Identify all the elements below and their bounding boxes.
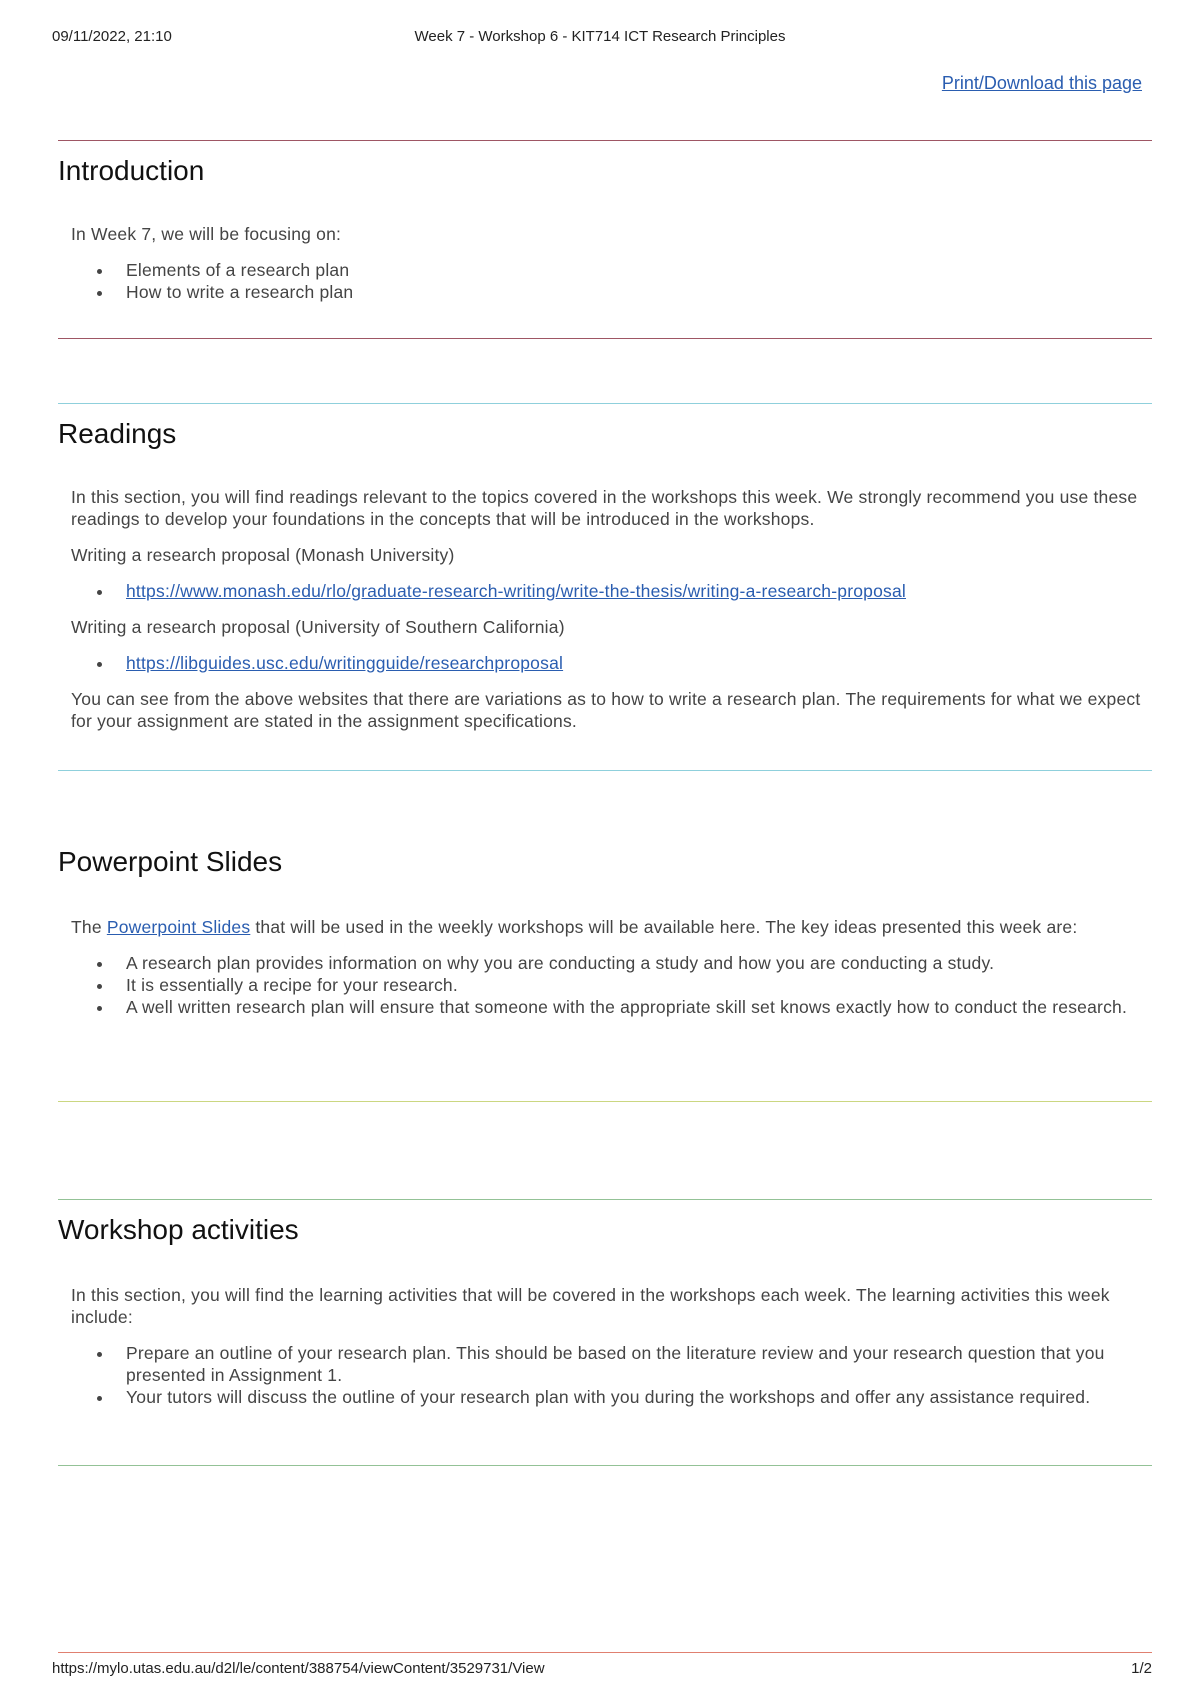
usc-link-list: [71, 652, 1152, 674]
print-page-title: Week 7 - Workshop 6 - KIT714 ICT Research Principles: [414, 28, 786, 45]
workshop-intro: In this section, you will find the learning activities that will be covered in the workshops each week. The learning activities this week include:: [71, 1285, 1110, 1327]
list-item: • A research plan provides information on why you are conducting a study and how you are conducting a study.: [114, 952, 1152, 974]
introduction-list: [71, 259, 1152, 303]
introduction-heading: Introduction: [58, 155, 205, 186]
print-header: [52, 28, 1148, 48]
monash-source-label: Writing a research proposal (Monash University): [71, 545, 455, 565]
print-page-number: 1/2: [1131, 1660, 1152, 1677]
slides-intro: [71, 916, 1152, 938]
workshop-activities-heading: Workshop activities: [58, 1214, 299, 1245]
readings-heading: Readings: [58, 418, 177, 449]
powerpoint-slides-heading: Powerpoint Slides: [58, 846, 283, 877]
powerpoint-slides-body: [71, 916, 1152, 1032]
introduction-body: [71, 223, 1152, 317]
list-item: • It is essentially a recipe for your research.: [114, 974, 1152, 996]
powerpoint-slides-link[interactable]: Powerpoint Slides: [106, 917, 251, 937]
workshop-activities-body: [71, 1284, 1152, 1422]
workshop-activities-section: [58, 1199, 1152, 1466]
print-timestamp: 09/11/2022, 21:10: [52, 28, 172, 45]
list-item: [114, 652, 1152, 674]
print-footer-url: https://mylo.utas.edu.au/d2l/le/content/388754/viewContent/3529731/View: [52, 1660, 545, 1677]
print-download-link[interactable]: Print/Download this page: [941, 73, 1142, 93]
readings-section: [58, 403, 1152, 771]
slides-text-after: that will be used in the weekly workshops will be available here. The key ideas presented this week are:: [250, 917, 1078, 937]
list-item: • Elements of a research plan: [114, 259, 1152, 281]
list-item: • Prepare an outline of your research plan. This should be based on the literature review and your research question that you presented in Assignment 1.: [114, 1342, 1152, 1386]
readings-body: [71, 486, 1152, 746]
readings-intro: In this section, you will find readings relevant to the topics covered in the workshops this week. We strongly recommend you use these readings to develop your foundations in the concepts that will be introduced in the workshops.: [71, 487, 1138, 529]
list-item: • A well written research plan will ensure that someone with the appropriate skill set knows exactly how to conduct the research.: [114, 996, 1152, 1018]
slides-key-ideas-list: [71, 952, 1152, 1018]
readings-closing: You can see from the above websites that there are variations as to how to write a research plan. The requirements for what we expect for your assignment are stated in the assignment specifications.: [71, 689, 1141, 731]
powerpoint-slides-section: [58, 770, 1152, 1102]
usc-link[interactable]: https://libguides.usc.edu/writingguide/researchproposal: [126, 653, 564, 673]
workshop-activities-list: [71, 1342, 1152, 1408]
list-item: • Your tutors will discuss the outline of your research plan with you during the workshops and offer any assistance required.: [114, 1386, 1152, 1408]
print-footer: [52, 1652, 1152, 1677]
list-item: [114, 580, 1152, 602]
monash-link-list: [71, 580, 1152, 602]
monash-link[interactable]: https://www.monash.edu/rlo/graduate-research-writing/write-the-thesis/writing-a-research-proposal: [126, 581, 906, 601]
introduction-section: [58, 140, 1152, 339]
slides-text-before: The: [71, 917, 107, 937]
usc-source-label: Writing a research proposal (University of Southern California): [71, 617, 565, 637]
list-item: • How to write a research plan: [114, 281, 1152, 303]
introduction-lead: In Week 7, we will be focusing on:: [71, 224, 342, 244]
